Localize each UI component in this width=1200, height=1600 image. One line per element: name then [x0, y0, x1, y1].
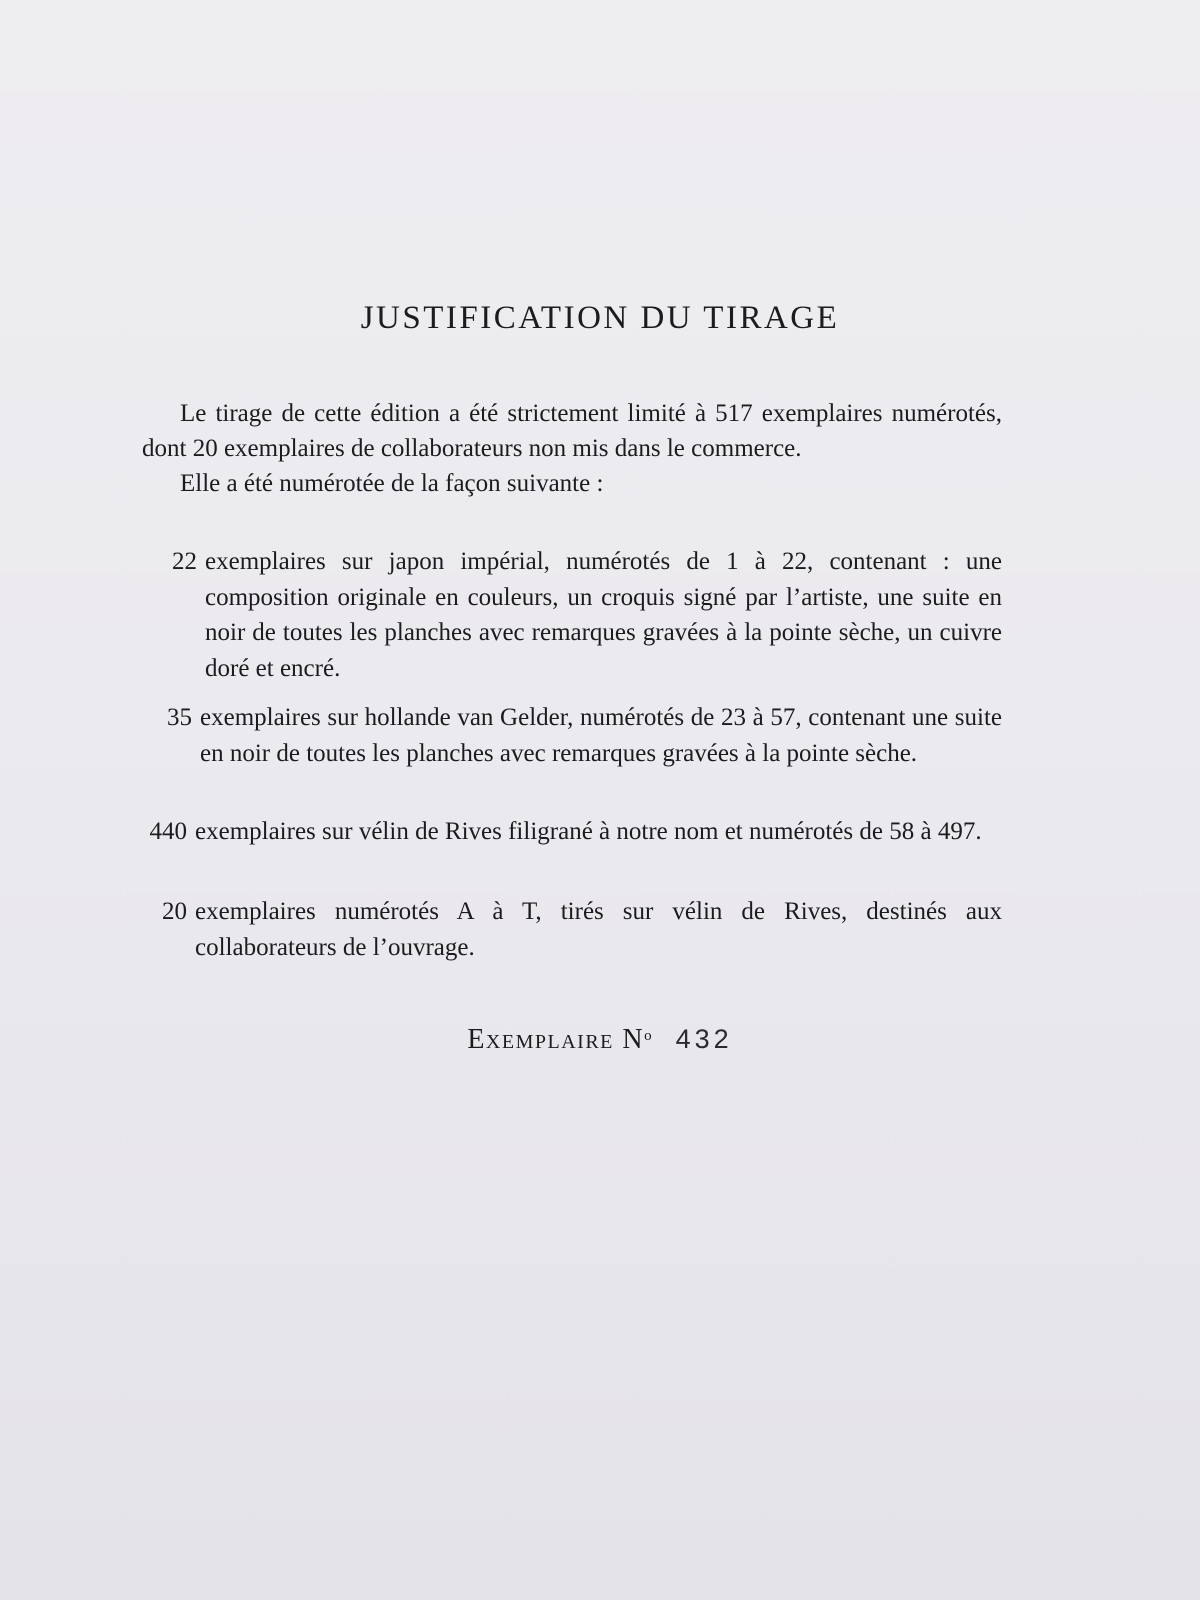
edition-entry-hollande	[167, 700, 1002, 771]
stamped-copy-number: 432	[675, 1024, 733, 1054]
entry-text: exemplaires sur hollande van Gelder, numérotés de 23 à 57, contenant une suite en noir de toutes les planches avec remarques gravées à la pointe sèche.	[200, 704, 1002, 767]
copy-number-line	[0, 1024, 1200, 1056]
number-abbrev-superscript: o	[644, 1028, 654, 1044]
entry-count: 35	[167, 704, 192, 731]
intro-paragraph-limit: Le tirage de cette édition a été strictement limité à 517 exemplaires numérotés, dont 20 exemplaires de collaborateurs non mis dans le commerce.	[142, 400, 1002, 462]
entry-count: 22	[172, 548, 197, 575]
entry-text: exemplaires sur vélin de Rives filigrané à notre nom et numérotés de 58 à 497.	[195, 818, 982, 845]
intro-text	[142, 396, 1002, 501]
edition-entry-japon	[172, 544, 1002, 686]
intro-paragraph-numbering: Elle a été numérotée de la façon suivante :	[180, 470, 604, 497]
number-abbrev: N	[622, 1024, 645, 1055]
entry-text: exemplaires sur japon impérial, numérotés de 1 à 22, contenant : une composition originale en couleurs, un croquis signé par l’artiste, une suite en noir de toutes les planches avec remarques gravées à la pointe sèche, un cuivre doré et encré.	[205, 548, 1002, 682]
copy-label: Exemplaire	[467, 1024, 614, 1055]
entry-text: exemplaires numérotés A à T, tirés sur vélin de Rives, destinés aux collaborateurs de l’ouvrage.	[195, 898, 1002, 961]
edition-entry-collaborateurs	[162, 894, 1002, 965]
edition-entry-velin	[149, 814, 1002, 850]
entry-count: 20	[162, 898, 187, 925]
entry-count: 440	[149, 818, 187, 845]
page-title: JUSTIFICATION DU TIRAGE	[360, 300, 840, 336]
